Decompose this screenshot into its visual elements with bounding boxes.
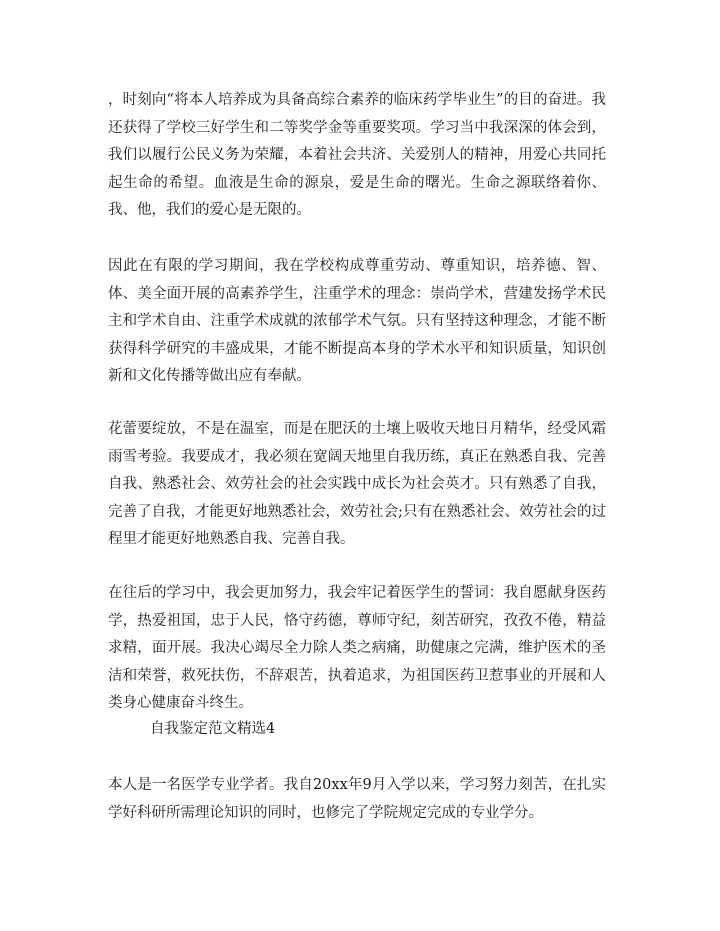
paragraph-4: 在往后的学习中，我会更加努力，我会牢记着医学生的誓词：我自愿献身医药学，热爱祖国，忠于人民，恪守药德，尊师守纪，刻苦研究，孜孜不倦，精益求精，面开展。我决心竭尽全力除人类之病痛，助健康之完满，维护医术的圣洁和荣誉，救死扶伤，不辞艰苦，执着追求，为祖国医药卫惹事业的开展和人类身心健康奋斗终生。 [108,585,606,711]
paragraph-2: 因此在有限的学习期间，我在学校构成尊重劳动、尊重知识，培养德、智、体、美全面开展的高素养学生，注重学术的理念：崇尚学术，营建发扬学术民主和学术自由、注重学术成就的浓郁学术气氛。只有坚持这种理念，才能不断获得科学研究的丰盛成果，才能不断提高本身的学术水平和知识质量，知识创新和文化传播等做出应有奉献。 [108,258,606,384]
paragraph-5: 本人是一名医学专业学者。我自20xx年9月入学以来，学习努力刻苦，在扎实学好科研所需理论知识的同时，也修完了学院规定完成的专业学分。 [108,777,606,821]
paragraph-1: ，时刻向“将本人培养成为具备高综合素养的临床药学毕业生”的目的奋进。我还获得了学校三好学生和二等奖学金等重要奖项。学习当中我深深的体会到，我们以履行公民义务为荣耀，本着社会共济、关爱别人的精神，用爱心共同托起生命的希望。血液是生命的源泉，爱是生命的曙光。生命之源联络着你、我、他，我们的爱心是无限的。 [108,92,606,218]
paragraph-3: 花蕾要绽放，不是在温室，而是在肥沃的土壤上吸收天地日月精华，经受风霜雨雪考验。我要成才，我必须在宽阔天地里自我历练，真正在熟悉自我、完善自我、熟悉社会、效劳社会的社会实践中成长为社会英才。只有熟悉了自我，完善了自我，才能更好地熟悉社会，效劳社会;只有在熟悉社会、效劳社会的过程里才能更好地熟悉自我、完善自我。 [108,421,606,547]
section-heading: 自我鉴定范文精选4 [150,721,276,737]
